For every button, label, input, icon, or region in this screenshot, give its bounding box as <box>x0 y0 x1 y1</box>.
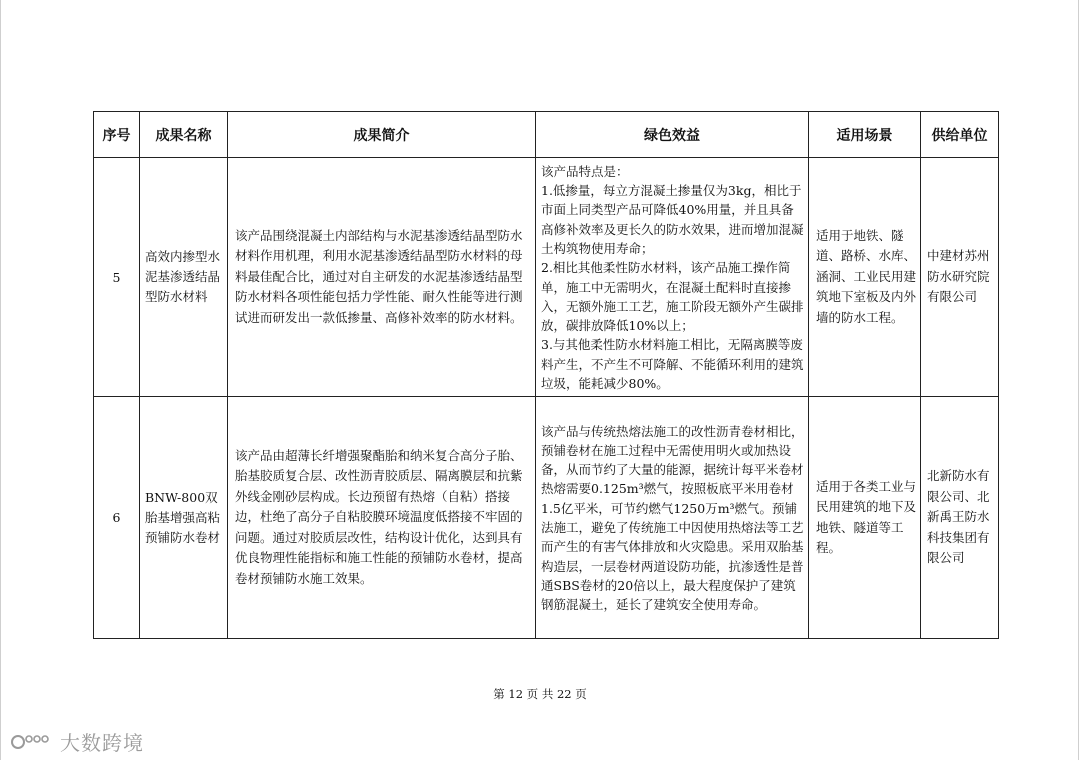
green-benefit-line: 该产品特点是： <box>541 163 629 179</box>
achievement-intro: 该产品由超薄长纤增强聚酯胎和纳米复合高分子胎、胎基胶质复合层、改性沥青胶质层、隔离膜层和抗紫外线金刚砂层构成。长边预留有热熔（自粘）搭接边，杜绝了高分子自粘胶膜环境温度低搭接不牢固的问题。通过对胶质层改性，结构设计优化，达到具有优良物理性能指标和施工性能的预铺防水卷材，提高卷材预铺防水施工效果。 <box>228 397 536 639</box>
header-cell-name: 成果名称 <box>140 112 228 158</box>
watermark <box>10 727 144 756</box>
row-number: 6 <box>94 397 140 639</box>
green-benefit <box>536 158 809 397</box>
green-benefit <box>536 397 809 639</box>
table-row <box>94 397 999 639</box>
page-edge <box>1078 0 1079 760</box>
header-cell-supplier: 供给单位 <box>921 112 999 158</box>
header-cell-no: 序号 <box>94 112 140 158</box>
achievement-name: 高效内掺型水泥基渗透结晶型防水材料 <box>140 158 228 397</box>
watermark-text: 大数跨境 <box>60 731 144 755</box>
application-scene: 适用于地铁、隧道、路桥、水库、涵洞、工业民用建筑地下室板及内外墙的防水工程。 <box>809 158 921 397</box>
supplier-unit: 中建材苏州防水研究院有限公司 <box>921 158 999 397</box>
green-benefit-line: 1.低掺量，每立方混凝土掺量仅为3kg，相比于市面上同类型产品可降低40%用量，并且具备高修补效率及更长久的防水效果，进而增加混凝土构筑物使用寿命； <box>541 183 804 256</box>
green-benefit-line: 该产品与传统热熔法施工的改性沥青卷材相比，预铺卷材在施工过程中无需使用明火或加热设备，从而节约了大量的能源，据统计每平米卷材热熔需要0.125m³燃气，按照板底平米用卷材1.5亿平米，可节约燃气1250万m³燃气。预铺法施工，避免了传统施工中因使用热熔法等工艺而产生的有害气体排放和火灾隐患。采用双胎基构造层，一层卷材两道设防功能，抗渗透性是普通SBS卷材的20倍以上，最大程度保护了建筑钢筋混凝土，延长了建筑安全使用寿命。 <box>541 423 804 613</box>
header-cell-intro: 成果简介 <box>228 112 536 158</box>
achievement-name: BNW-800双胎基增强高粘预铺防水卷材 <box>140 397 228 639</box>
application-scene: 适用于各类工业与民用建筑的地下及地铁、隧道等工程。 <box>809 397 921 639</box>
page-edge <box>0 0 1 760</box>
watermark-logo-icon <box>10 731 54 753</box>
achievement-intro: 该产品围绕混凝土内部结构与水泥基渗透结晶型防水材料作用机理，利用水泥基渗透结晶型防水材料的母料最佳配合比，通过对自主研发的水泥基渗透结晶型防水材料各项性能包括力学性能、耐久性能等进行测试进而研发出一款低掺量、高修补效率的防水材料。 <box>228 158 536 397</box>
page-number: 第 12 页 共 22 页 <box>493 687 587 701</box>
supplier-unit: 北新防水有限公司、北新禹王防水科技集团有限公司 <box>921 397 999 639</box>
achievements-table <box>93 111 999 639</box>
table-row <box>94 158 999 397</box>
header-cell-green: 绿色效益 <box>536 112 809 158</box>
row-number: 5 <box>94 158 140 397</box>
green-benefit-line: 2.相比其他柔性防水材料，该产品施工操作简单，施工中无需明火，在混凝土配料时直接掺入，无额外施工工艺，施工阶段无额外产生碳排放，碳排放降低10%以上； <box>541 260 804 334</box>
green-benefit-line: 3.与其他柔性防水材料施工相比，无隔离膜等废料产生，不产生不可降解、不能循环利用的建筑垃圾，能耗减少80%。 <box>541 337 804 391</box>
header-cell-scene: 适用场景 <box>809 112 921 158</box>
table-header-row <box>94 112 999 158</box>
